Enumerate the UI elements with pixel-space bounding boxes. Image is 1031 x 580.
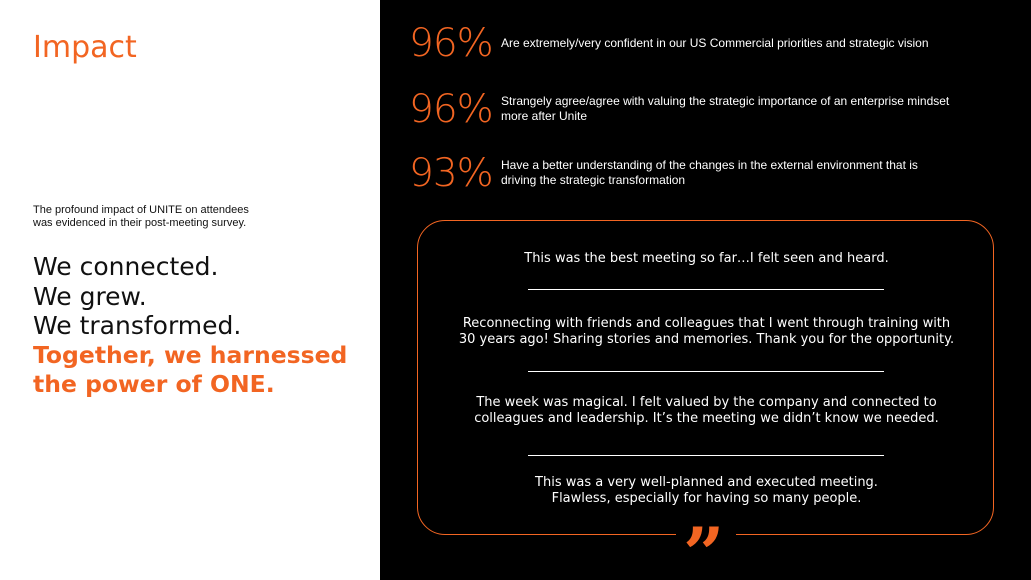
quote-line: Flawless, especially for having so many people. (551, 491, 862, 506)
statement-transformed: We transformed. (33, 311, 242, 340)
quote-divider (528, 371, 884, 372)
quote-line: The week was magical. I felt valued by the company and connected to (476, 395, 937, 410)
statement-grew: We grew. (33, 281, 147, 311)
slide-title: Impact (33, 30, 137, 65)
stat-text (501, 158, 1001, 188)
intro-line: The profound impact of UNITE on attendees (33, 204, 249, 216)
quote-mark-icon: ” (683, 511, 725, 580)
testimonial-quote (418, 251, 995, 267)
testimonial-quote (418, 475, 995, 507)
intro-text (33, 204, 333, 230)
stat-value: 93% (409, 151, 493, 196)
stat-text-line: Strangely agree/agree with valuing the strategic importance of an enterprise mindset (501, 94, 950, 108)
intro-line: was evidenced in their post-meeting survey. (33, 217, 247, 229)
highlight-line: the power of ONE. (33, 370, 275, 398)
quote-line: colleagues and leadership. It’s the meeting we didn’t know we needed. (474, 411, 939, 426)
stat-confidence (409, 21, 1009, 74)
quote-line: Reconnecting with friends and colleagues that I went through training with (462, 316, 951, 331)
stat-value: 96% (409, 87, 493, 132)
highlight-line: Together, we harnessed (33, 340, 348, 369)
stat-text-line: driving the strategic transformation (501, 173, 686, 187)
testimonial-quote (418, 395, 995, 427)
quote-line: This was the best meeting so far…I felt seen and heard. (524, 251, 889, 266)
quote-divider (528, 455, 884, 456)
stat-text-line: Are extremely/very confident in our US Commercial priorities and strategic vision (501, 36, 929, 50)
quote-divider (528, 289, 884, 290)
stat-text-line: more after Unite (501, 109, 588, 123)
testimonial-quote (418, 316, 995, 348)
statements-block (33, 252, 373, 400)
quote-line: 30 years ago! Sharing stories and memories. Thank you for the opportunity. (458, 332, 955, 347)
quote-line: This was a very well-planned and executed meeting. (535, 475, 878, 490)
stat-text-line: Have a better understanding of the changes in the external environment that is (501, 158, 918, 172)
stat-text (501, 94, 1001, 124)
stat-value: 96% (409, 21, 493, 66)
testimonials-box (417, 220, 994, 535)
stat-enterprise-mindset (409, 87, 1009, 140)
stat-understanding (409, 151, 1009, 204)
statement-connected: We connected. (33, 252, 219, 281)
stat-text (501, 36, 1001, 51)
